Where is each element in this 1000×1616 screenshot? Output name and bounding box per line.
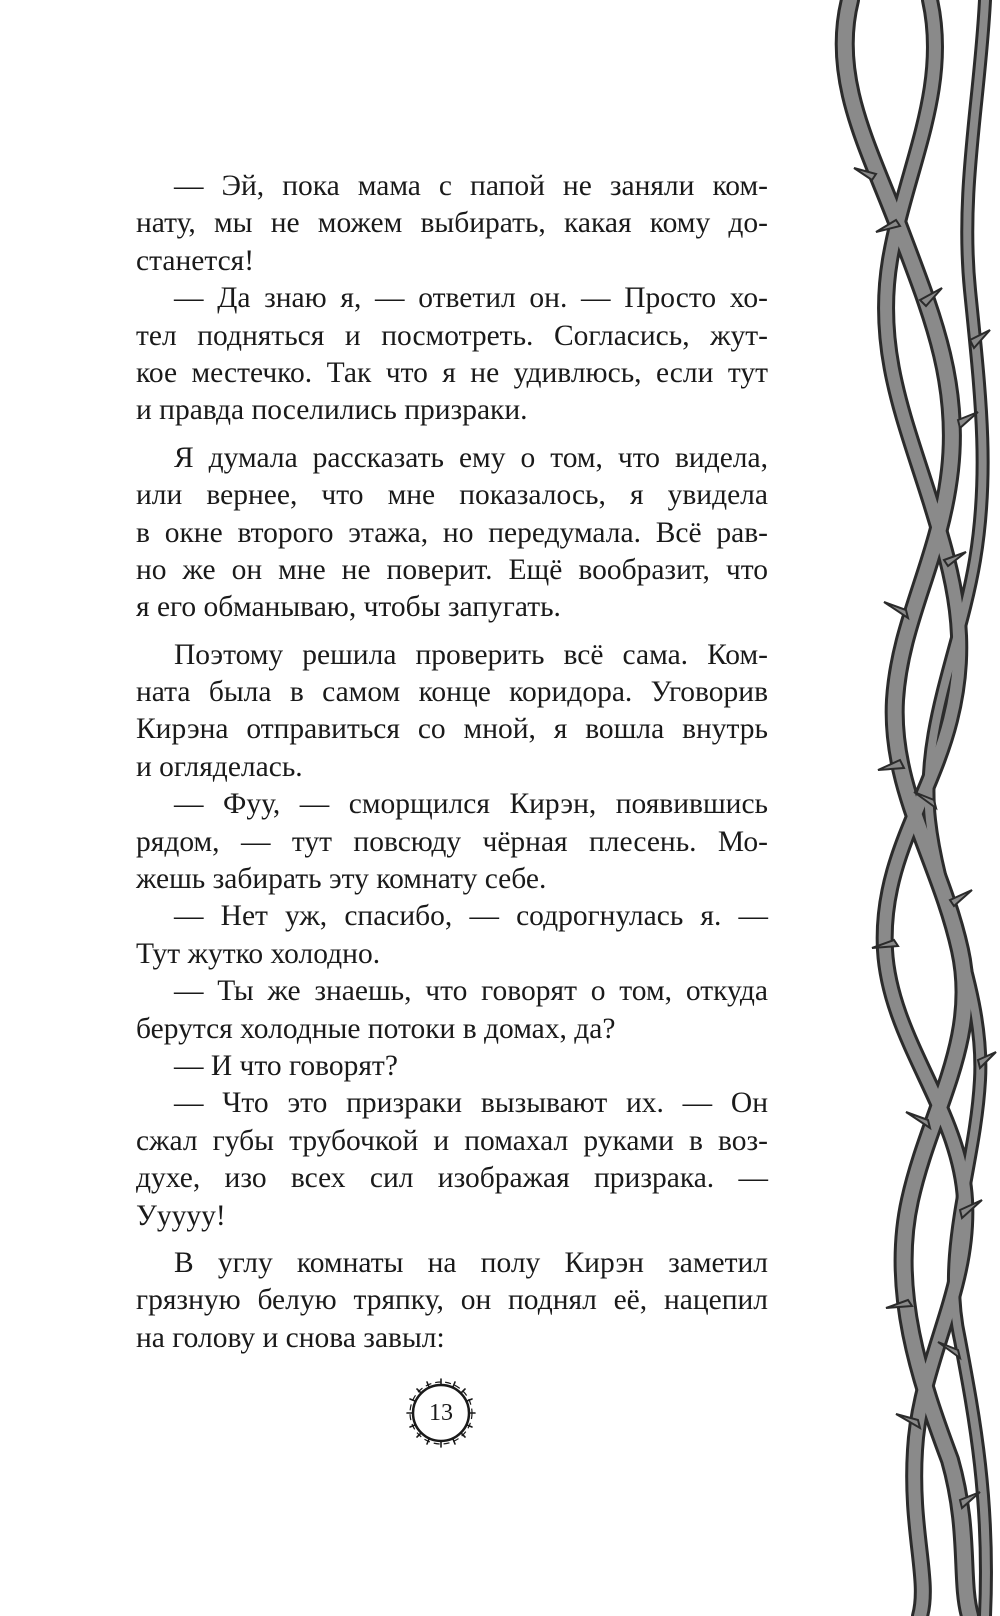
text-line: Ууууу! bbox=[136, 1199, 226, 1232]
text-line: и правда поселились призраки. bbox=[136, 394, 528, 427]
text-line: — Нет уж, спасибо, — содрогнулась я. — bbox=[174, 900, 768, 933]
text-line: я его обманываю, чтобы запугать. bbox=[136, 591, 561, 624]
text-line: грязную белую тряпку, он поднял её, нацепил bbox=[136, 1284, 768, 1317]
text-line: тел подняться и посмотреть. Согласись, жут- bbox=[136, 319, 768, 352]
text-line: — Ты же знаешь, что говорят о том, откуда bbox=[174, 975, 768, 1008]
text-line: — Что это призраки вызывают их. — Он bbox=[174, 1087, 768, 1120]
text-line: ната была в самом конце коридора. Уговорив bbox=[136, 676, 768, 709]
text-line: рядом, — тут повсюду чёрная плесень. Мо- bbox=[136, 825, 768, 858]
text-line: берутся холодные потоки в домах, да? bbox=[136, 1012, 616, 1045]
thorn-vine-decoration bbox=[810, 0, 1000, 1616]
text-line: кое местечко. Так что я не удивлюсь, если тут bbox=[136, 356, 768, 389]
text-line: станется! bbox=[136, 244, 255, 277]
text-line: сжал губы трубочкой и помахал руками в воз- bbox=[136, 1124, 768, 1157]
text-line: Тут жутко холодно. bbox=[136, 937, 381, 970]
text-line: Поэтому решила проверить всё сама. Ком- bbox=[174, 638, 768, 671]
text-line: в окне второго этажа, но передумала. Всё рав- bbox=[136, 516, 768, 549]
text-line: Я думала рассказать ему о том, что видела, bbox=[174, 441, 768, 474]
text-line: или вернее, что мне показалось, я увидела bbox=[136, 479, 768, 512]
page-number: 13 bbox=[429, 1399, 453, 1426]
text-line: В углу комнаты на полу Кирэн заметил bbox=[174, 1246, 768, 1279]
text-line: но же он мне не поверит. Ещё вообразит, что bbox=[136, 553, 768, 586]
text-line: — Эй, пока мама с папой не заняли ком- bbox=[174, 170, 768, 202]
text-line: и огляделась. bbox=[136, 750, 303, 783]
text-line: Кирэна отправиться со мной, я вошла внутрь bbox=[136, 713, 768, 746]
text-line: — Фуу, — сморщился Кирэн, появившись bbox=[174, 788, 768, 821]
text-line: жешь забирать эту комнату себе. bbox=[136, 863, 547, 896]
text-line: — И что говорят? bbox=[174, 1049, 398, 1082]
text-line: духе, изо всех сил изображая призрака. — bbox=[136, 1162, 768, 1195]
text-line: нату, мы не можем выбирать, какая кому до- bbox=[136, 207, 768, 240]
text-line: на голову и снова завыл: bbox=[136, 1321, 445, 1354]
text-line: — Да знаю я, — ответил он. — Просто хо- bbox=[174, 282, 768, 315]
page-number-badge bbox=[403, 1375, 479, 1451]
body-text bbox=[136, 168, 768, 1357]
